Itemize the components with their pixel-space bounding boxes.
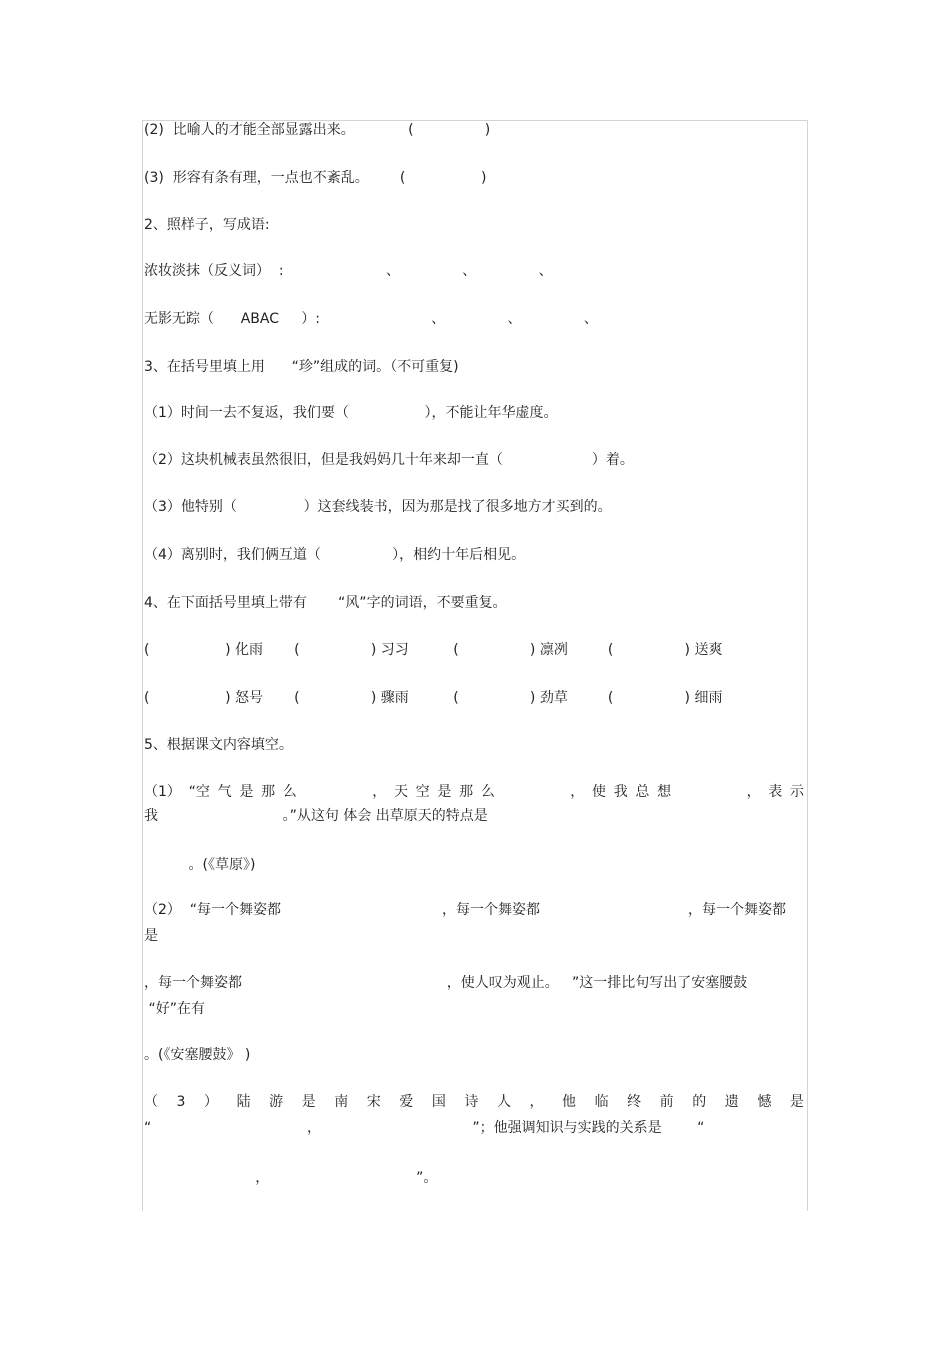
text-segment: ，每一个舞姿都 [442, 902, 540, 918]
text-segment: 憾 [757, 1094, 772, 1110]
exercise-3-heading: 3、在括号里填上用 “珍”组成的词。（不可重复) [144, 359, 459, 375]
exercise-5-item-1-source: 。(《草原》) [144, 857, 256, 873]
text-segment: （ [144, 1094, 158, 1110]
text-segment: 天 [393, 784, 408, 800]
text-segment: 是 [239, 784, 254, 800]
text-segment: 宋 [366, 1094, 381, 1110]
blank [305, 783, 365, 801]
exercise-5-heading: 5、根据课文内容填空。 [144, 737, 293, 753]
text-segment: 遗 [724, 1094, 739, 1110]
text-segment: 人 [496, 1094, 511, 1110]
exercise-5-item-2-source: 。(《安塞腰鼓》 ) [144, 1047, 251, 1063]
exercise-2-item-2: 无影无踪（ ABAC ）: 、 、 、 [144, 311, 598, 327]
text-segment: （1） [144, 784, 181, 800]
text-segment: ，每一个舞姿都 [688, 902, 786, 918]
text-segment: 国 [431, 1094, 446, 1110]
text-segment: 前 [659, 1094, 674, 1110]
exercise-1-item-3: (3) 形容有条有理，一点也不紊乱。 ( ) [144, 170, 487, 186]
exercise-2-item-1: 浓妆淡抹（反义词） : 、 、 、 [144, 263, 553, 279]
text-segment: ， [570, 784, 585, 800]
text-segment: 那 [261, 784, 276, 800]
exercise-5-item-2-line-3: ，每一个舞姿都 ，使人叹为观止。 ”这一排比句写出了安塞腰鼓 [144, 975, 748, 991]
text-segment: ， [372, 784, 387, 800]
text-segment: 表 [768, 784, 783, 800]
exercise-5-item-2-line-4: “好”在有 [144, 1001, 205, 1017]
exercise-5-item-1-line-2: 我 。”从这句 体会 出草原天的特点是 [144, 808, 488, 824]
text-segment: “空 [188, 784, 210, 800]
text-segment: 空 [415, 784, 430, 800]
text-segment: 的 [692, 1094, 707, 1110]
exercise-1-item-2: (2) 比喻人的才能全部显露出来。 ( ) [144, 122, 491, 138]
exercise-4-heading: 4、在下面括号里填上带有 “风”字的词语，不要重复。 [144, 595, 507, 611]
exercise-3-item-1: （1）时间一去不复返，我们要（ ），不能让年华虚度。 [144, 405, 558, 421]
text-segment: 游 [269, 1094, 284, 1110]
text-segment: 是 [301, 1094, 316, 1110]
exercise-5-item-2-line-1 [144, 901, 804, 919]
text-segment: 陆 [236, 1094, 251, 1110]
text-segment: 么 [282, 784, 297, 800]
text-segment: ， [746, 784, 761, 800]
text-segment: 3 [176, 1094, 186, 1110]
text-segment: 南 [334, 1094, 349, 1110]
text-segment: 他 [562, 1094, 577, 1110]
text-segment: 是 [437, 784, 452, 800]
text-segment: 使 [591, 784, 606, 800]
text-segment: 是 [789, 1094, 804, 1110]
text-segment: ） [204, 1094, 219, 1110]
exercise-4-row-1: ( ) 化雨 ( ) 习习 ( ) 凛冽 ( ) 送爽 [144, 642, 723, 658]
text-segment: 我 [613, 784, 628, 800]
text-segment: 临 [594, 1094, 609, 1110]
text-segment: 示 [790, 784, 804, 800]
text-segment: 诗 [464, 1094, 479, 1110]
text-segment: ， [529, 1094, 544, 1110]
exercise-5-item-2-line-2: 是 [144, 928, 158, 944]
exercise-5-item-3-line-2: “ ， ”；他强调知识与实践的关系是 “ [144, 1120, 705, 1136]
exercise-2-heading: 2、照样子，写成语: [144, 217, 270, 233]
text-segment: 总 [635, 784, 650, 800]
blank [503, 783, 563, 801]
text-segment: 气 [217, 784, 232, 800]
text-segment: （2） “每一个舞姿都 [144, 902, 282, 918]
text-segment: 么 [480, 784, 495, 800]
blank [679, 783, 739, 801]
text-segment: 想 [657, 784, 672, 800]
text-segment: 终 [627, 1094, 642, 1110]
exercise-3-item-3: （3）他特别（ ）这套线装书，因为那是找了很多地方才买到的。 [144, 499, 612, 515]
exercise-3-item-2: （2）这块机械表虽然很旧，但是我妈妈几十年来却一直（ ）着。 [144, 452, 634, 468]
exercise-3-item-4: （4）离别时，我们俩互道（ ），相约十年后相见。 [144, 547, 526, 563]
text-segment: 那 [459, 784, 474, 800]
exercise-5-item-1-line-1 [144, 783, 804, 801]
exercise-5-item-3-line-1 [144, 1093, 804, 1111]
exercise-4-row-2: ( ) 怒号 ( ) 骤雨 ( ) 劲草 ( ) 细雨 [144, 690, 723, 706]
exercise-5-item-3-line-3: ， ”。 [144, 1170, 438, 1186]
text-segment: 爱 [399, 1094, 414, 1110]
